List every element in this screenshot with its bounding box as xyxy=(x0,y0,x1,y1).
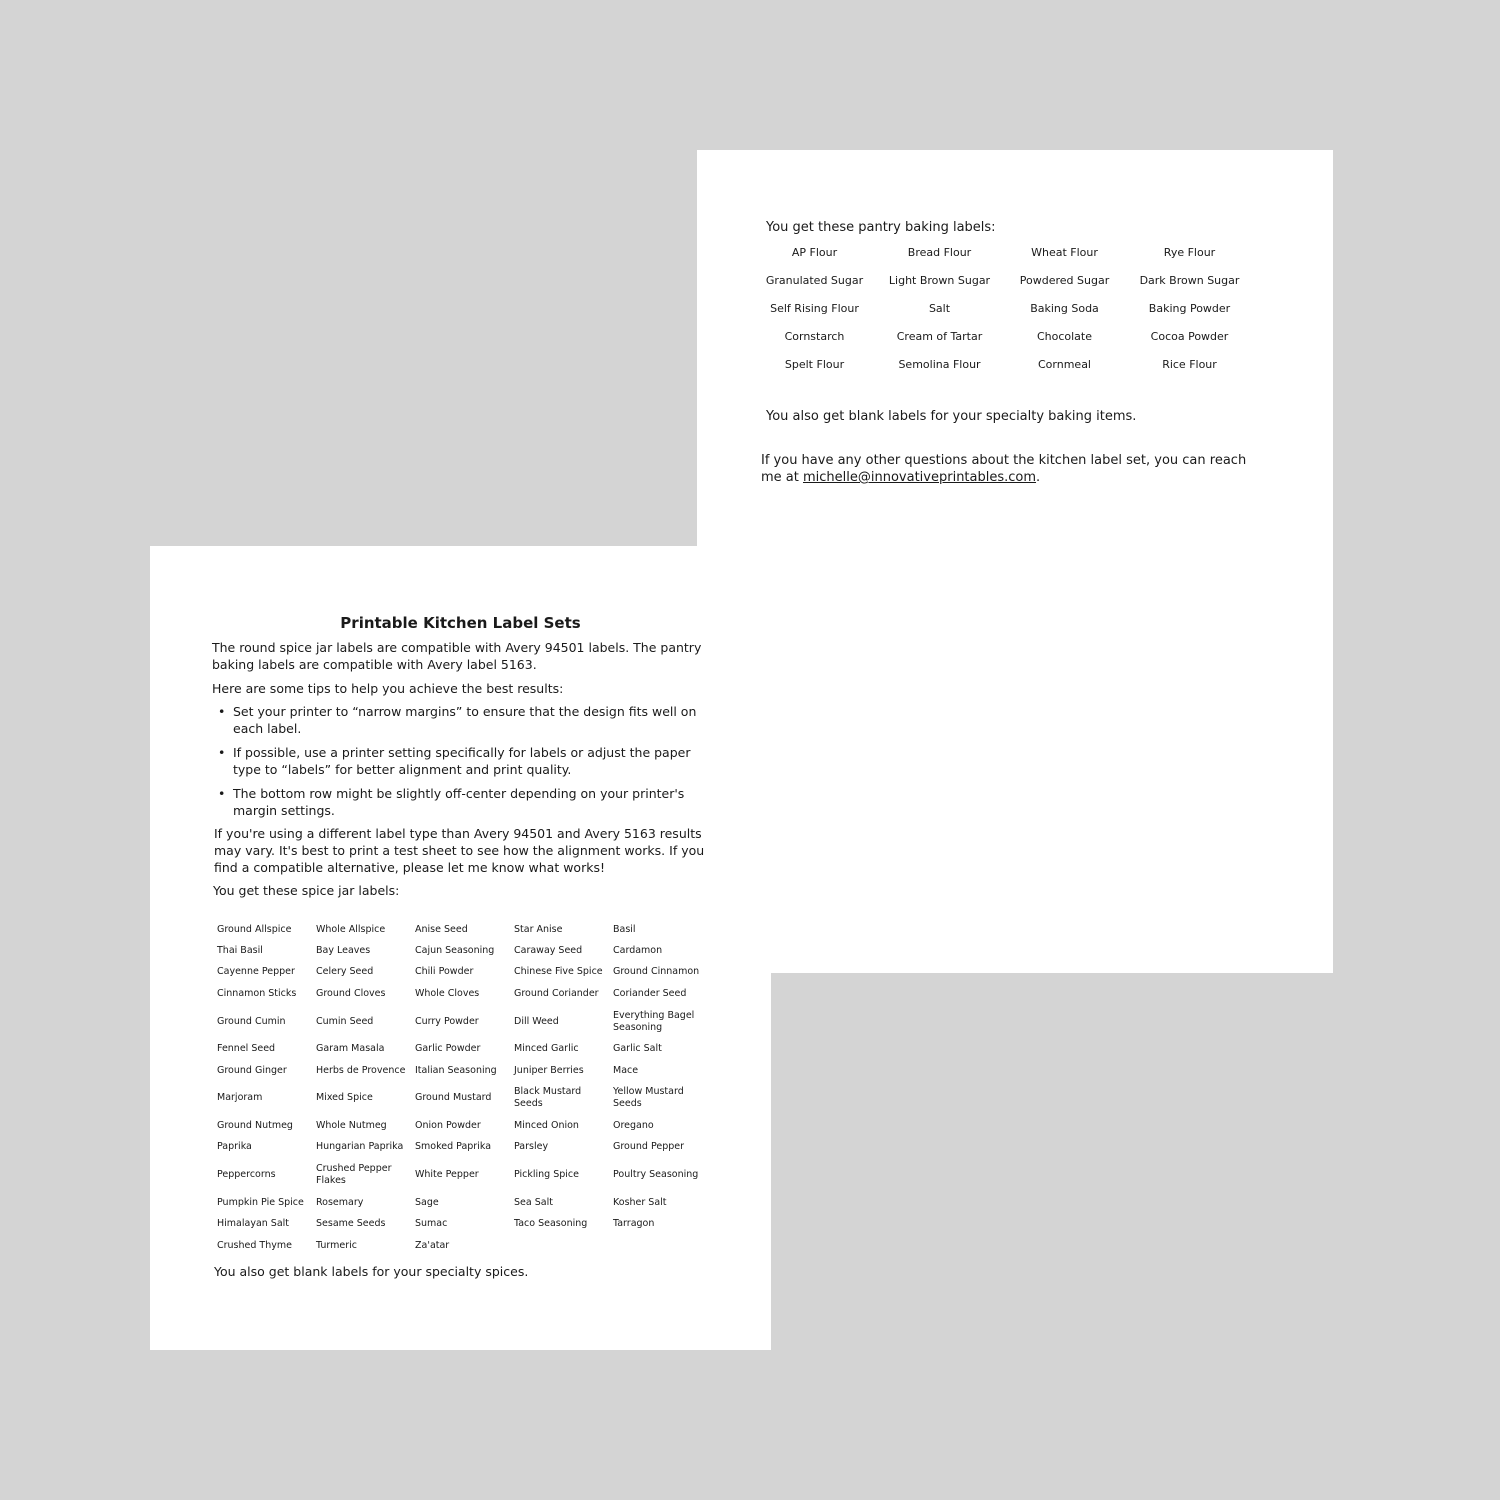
spice-label: Poultry Seasoning xyxy=(613,1169,699,1181)
spice-label: Ground Cinnamon xyxy=(613,966,700,978)
tip-item: • If possible, use a printer setting specifically for labels or adjust the paper type to “labels” for better alignment and print quality. xyxy=(212,744,712,778)
spice-label: Sage xyxy=(415,1196,439,1208)
pantry-labels-page xyxy=(697,150,1333,973)
pantry-label: Semolina Flour xyxy=(898,358,981,371)
spice-label: Juniper Berries xyxy=(514,1064,584,1076)
pantry-labels-intro: You get these pantry baking labels: xyxy=(766,220,996,235)
spice-label: Mixed Spice xyxy=(316,1092,373,1104)
spice-label: Ground Allspice xyxy=(217,923,292,935)
pantry-label: Light Brown Sugar xyxy=(888,274,991,287)
spice-label: Taco Seasoning xyxy=(514,1218,588,1230)
spice-label: Cajun Seasoning xyxy=(415,945,495,957)
spice-label: Star Anise xyxy=(514,923,563,935)
pantry-labels-grid xyxy=(752,242,1252,382)
spice-label: Kosher Salt xyxy=(613,1196,667,1208)
contact-text: If you have any other questions about the kitchen label set, you can reach me at xyxy=(761,453,1247,485)
pantry-label: Granulated Sugar xyxy=(765,274,864,287)
spice-label: Italian Seasoning xyxy=(415,1064,497,1076)
spice-label: Pumpkin Pie Spice xyxy=(217,1196,304,1208)
spice-label: Fennel Seed xyxy=(217,1043,276,1055)
spice-label: Minced Onion xyxy=(514,1120,579,1132)
spice-label: Smoked Paprika xyxy=(415,1141,492,1153)
spice-label xyxy=(613,1235,712,1256)
spice-label: Whole Nutmeg xyxy=(316,1120,387,1132)
spice-label: Oregano xyxy=(613,1120,654,1132)
spice-label: Caraway Seed xyxy=(514,945,583,957)
spice-label: Coriander Seed xyxy=(613,987,687,999)
pantry-label: Wheat Flour xyxy=(1031,246,1098,259)
spice-label: Ground Pepper xyxy=(613,1141,685,1153)
spice-label: Marjoram xyxy=(217,1092,263,1104)
spice-label: Celery Seed xyxy=(316,966,374,978)
pantry-label: Salt xyxy=(928,302,951,315)
pantry-blank-labels-note: You also get blank labels for your specialty baking items. xyxy=(766,409,1137,424)
spice-label: Turmeric xyxy=(316,1239,357,1251)
spice-label: Garlic Salt xyxy=(613,1043,662,1055)
tips-list xyxy=(212,703,712,826)
spice-label: Yellow Mustard Seeds xyxy=(613,1086,684,1110)
spice-label: Bay Leaves xyxy=(316,945,371,957)
spice-label: Minced Garlic xyxy=(514,1043,579,1055)
spice-label: Sumac xyxy=(415,1218,448,1230)
pantry-label: Baking Soda xyxy=(1030,302,1099,315)
page-title: Printable Kitchen Label Sets xyxy=(340,614,581,632)
spice-label: Rosemary xyxy=(316,1196,364,1208)
spice-label: Za'atar xyxy=(415,1239,450,1251)
spice-label: Onion Powder xyxy=(415,1120,481,1132)
spice-labels-page xyxy=(150,546,771,1350)
spice-label: Ground Cumin xyxy=(217,1015,286,1027)
spice-blank-labels-note: You also get blank labels for your specialty spices. xyxy=(214,1264,529,1279)
different-label-paragraph: If you're using a different label type than Avery 94501 and Avery 5163 results may vary. It's best to print a test sheet to see how the alignment works. If you find a compatible alternative, please let me know what works! xyxy=(214,826,705,875)
spice-label: Chinese Five Spice xyxy=(514,966,603,978)
spice-label: Ground Coriander xyxy=(514,987,599,999)
spice-label: Ground Mustard xyxy=(415,1092,492,1104)
spice-label: Crushed Thyme xyxy=(217,1239,292,1251)
tip-item: • Set your printer to “narrow margins” to ensure that the design fits well on each label. xyxy=(212,703,712,737)
pantry-label: Rye Flour xyxy=(1163,246,1216,259)
tips-intro: Here are some tips to help you achieve the best results: xyxy=(212,681,564,696)
spice-label: Whole Allspice xyxy=(316,923,386,935)
spice-label: Cumin Seed xyxy=(316,1015,374,1027)
spice-label: Pickling Spice xyxy=(514,1169,580,1181)
spice-label: Garam Masala xyxy=(316,1043,385,1055)
pantry-label: Spelt Flour xyxy=(784,358,845,371)
spice-label: Thai Basil xyxy=(217,945,263,957)
pantry-label: Cornmeal xyxy=(1038,358,1091,371)
pantry-label: Dark Brown Sugar xyxy=(1139,274,1240,287)
spice-label xyxy=(514,1235,613,1256)
spice-label: Crushed Pepper Flakes xyxy=(316,1163,392,1187)
spice-label: Chili Powder xyxy=(415,966,474,978)
spice-label: Garlic Powder xyxy=(415,1043,481,1055)
spice-label: Paprika xyxy=(217,1141,252,1153)
spice-label: Ground Ginger xyxy=(217,1064,287,1076)
spice-label: White Pepper xyxy=(415,1169,479,1181)
contact-period: . xyxy=(1036,470,1041,485)
spice-label: Cardamon xyxy=(613,945,663,957)
spice-labels-grid xyxy=(217,919,717,1256)
tip-item: • The bottom row might be slightly off-center depending on your printer's margin settings. xyxy=(212,785,712,819)
spice-label: Peppercorns xyxy=(217,1169,276,1181)
spice-label: Black Mustard Seeds xyxy=(514,1086,582,1110)
spice-label: Parsley xyxy=(514,1141,549,1153)
pantry-label: Bread Flour xyxy=(907,246,972,259)
spice-label: Ground Nutmeg xyxy=(217,1120,293,1132)
spice-label: Tarragon xyxy=(613,1218,655,1230)
spice-label: Curry Powder xyxy=(415,1015,479,1027)
pantry-label: Baking Powder xyxy=(1148,302,1231,315)
pantry-label: Cream of Tartar xyxy=(896,330,983,343)
spice-label: Ground Cloves xyxy=(316,987,386,999)
spice-label: Mace xyxy=(613,1064,639,1076)
spice-label: Basil xyxy=(613,923,636,935)
compatibility-paragraph: The round spice jar labels are compatible with Avery 94501 labels. The pantry baking labels are compatible with Avery label 5163. xyxy=(212,640,702,672)
spice-label: Cinnamon Sticks xyxy=(217,987,297,999)
spice-label: Whole Cloves xyxy=(415,987,480,999)
spice-label: Cayenne Pepper xyxy=(217,966,295,978)
pantry-label: Chocolate xyxy=(1036,330,1093,343)
spice-label: Sea Salt xyxy=(514,1196,553,1208)
spice-label: Sesame Seeds xyxy=(316,1218,386,1230)
spice-label: Herbs de Provence xyxy=(316,1064,406,1076)
pantry-label: Rice Flour xyxy=(1162,358,1217,371)
pantry-label: Powdered Sugar xyxy=(1019,274,1110,287)
spice-labels-intro: You get these spice jar labels: xyxy=(213,883,400,898)
spice-label: Himalayan Salt xyxy=(217,1218,290,1230)
pantry-label: Cocoa Powder xyxy=(1150,330,1229,343)
spice-label: Everything Bagel Seasoning xyxy=(613,1009,695,1033)
pantry-label: Self Rising Flour xyxy=(770,302,859,315)
spice-label: Anise Seed xyxy=(415,923,468,935)
pantry-label: Cornstarch xyxy=(784,330,845,343)
pantry-label: AP Flour xyxy=(791,246,838,259)
contact-email-link[interactable]: michelle@innovativeprintables.com xyxy=(803,470,1037,485)
spice-label: Hungarian Paprika xyxy=(316,1141,404,1153)
contact-paragraph xyxy=(761,452,1261,486)
spice-label: Dill Weed xyxy=(514,1015,559,1027)
